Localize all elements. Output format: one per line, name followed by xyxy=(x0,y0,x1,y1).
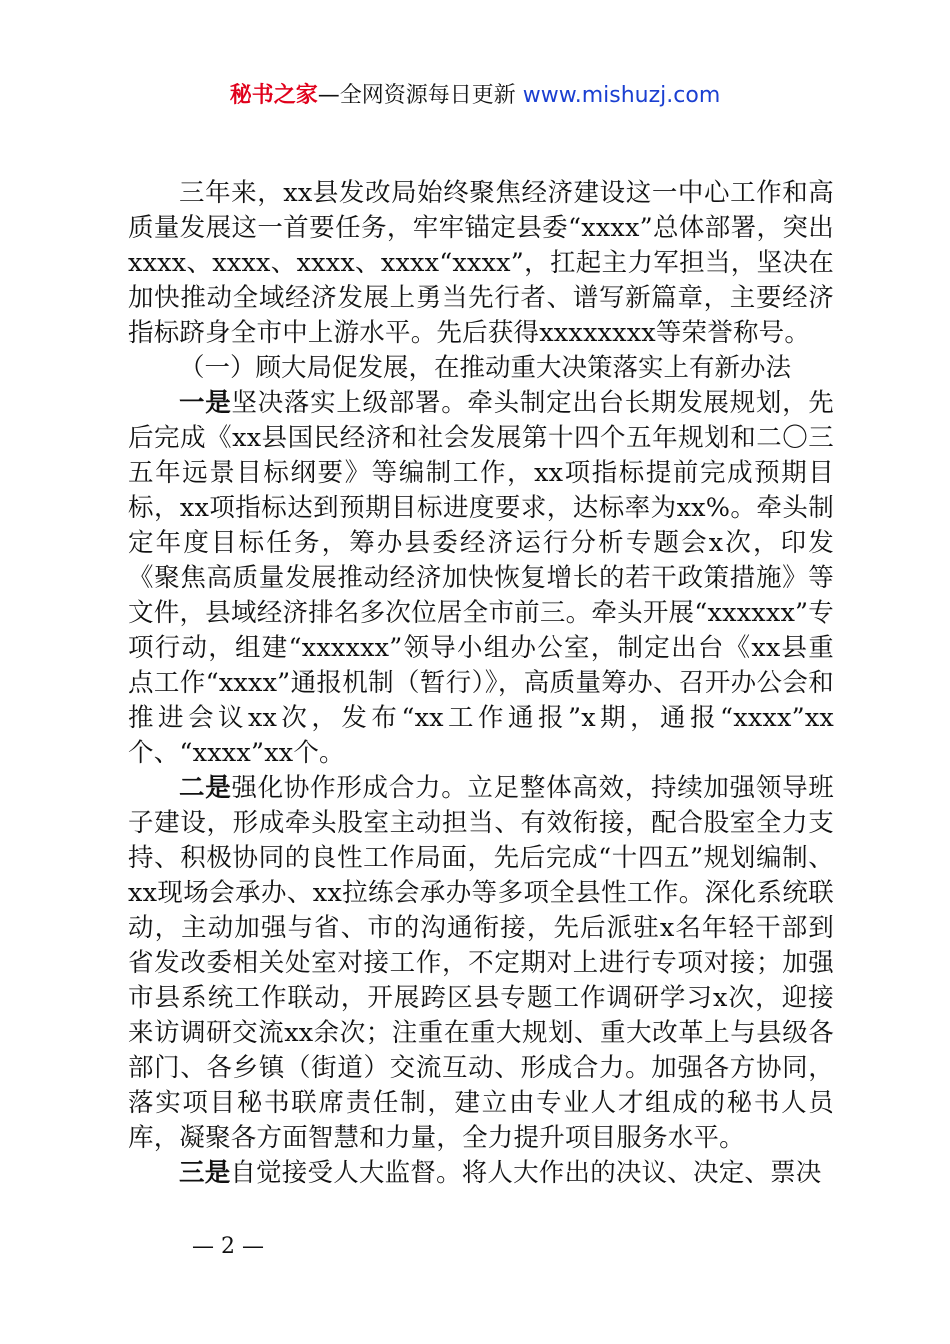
point-3-lead: 三是 xyxy=(179,1158,231,1188)
site-url: www.mishuzj.com xyxy=(522,83,721,108)
point-1-lead: 一是 xyxy=(179,388,232,418)
site-watermark-header xyxy=(0,80,950,112)
point-2-text: 强化协作形成合力。立足整体高效，持续加强领导班子建设，形成牵头股室主动担当、有效衔接，配合股室全力支持、积极协同的良性工作局面，先后完成“十四五”规划编制、xx现场会承办、xx拉练会承办等多项全县性工作。深化系统联动，主动加强与省、市的沟通衔接，先后派驻x名年轻干部到省发改委相关处室对接工作，不定期对上进行专项对接；加强市县系统工作联动，开展跨区县专题工作调研学习x次，迎接来访调研交流xx余次；注重在重大规划、重大改革上与县级各部门、各乡镇（街道）交流互动、形成合力。加强各方协同，落实项目秘书联席责任制，建立由专业人才组成的秘书人员库，凝聚各方面智慧和力量，全力提升项目服务水平。 xyxy=(128,773,834,1153)
paragraph-point-2 xyxy=(128,771,834,1156)
point-1-text: 坚决落实上级部署。牵头制定出台长期发展规划，先后完成《xx县国民经济和社会发展第十四个五年规划和二〇三五年远景目标纲要》等编制工作，xx项指标提前完成预期目标，xx项指标达到预期目标进度要求，达标率为xx%。牵头制定年度目标任务，筹办县委经济运行分析专题会x次，印发《聚焦高质量发展推动经济加快恢复增长的若干政策措施》等文件，县域经济排名多次位居全市前三。牵头开展“xxxxxx”专项行动，组建“xxxxxx”领导小组办公室，制定出台《xx县重点工作“xxxx”通报机制（暂行）》，高质量筹办、召开办公会和推进会议xx次，发布“xx工作通报”x期，通报“xxxx”xx个、“xxxx”xx个。 xyxy=(128,388,834,768)
point-2-lead: 二是 xyxy=(179,773,232,803)
document-body xyxy=(128,176,834,1191)
point-3-text: 自觉接受人大监督。将人大作出的决议、决定、票决 xyxy=(230,1158,822,1188)
header-slogan: —全网资源每日更新 xyxy=(317,83,516,108)
section-heading: （一）顾大局促发展，在推动重大决策落实上有新办法 xyxy=(179,353,792,383)
intro-paragraph: 三年来，xx县发改局始终聚焦经济建设这一中心工作和高质量发展这一首要任务，牢牢锚定县委“xxxx”总体部署，突出xxxx、xxxx、xxxx、xxxx“xxxx”，扛起主力军担当，坚决在加快推动全域经济发展上勇当先行者、谱写新篇章，主要经济指标跻身全市中上游水平。先后获得xxxxxxxx等荣誉称号。 xyxy=(128,178,834,348)
paragraph-point-3 xyxy=(128,1156,834,1191)
page-number: — 2 — xyxy=(192,1234,264,1259)
paragraph-point-1 xyxy=(128,386,834,771)
brand-name: 秘书之家 xyxy=(229,83,318,108)
